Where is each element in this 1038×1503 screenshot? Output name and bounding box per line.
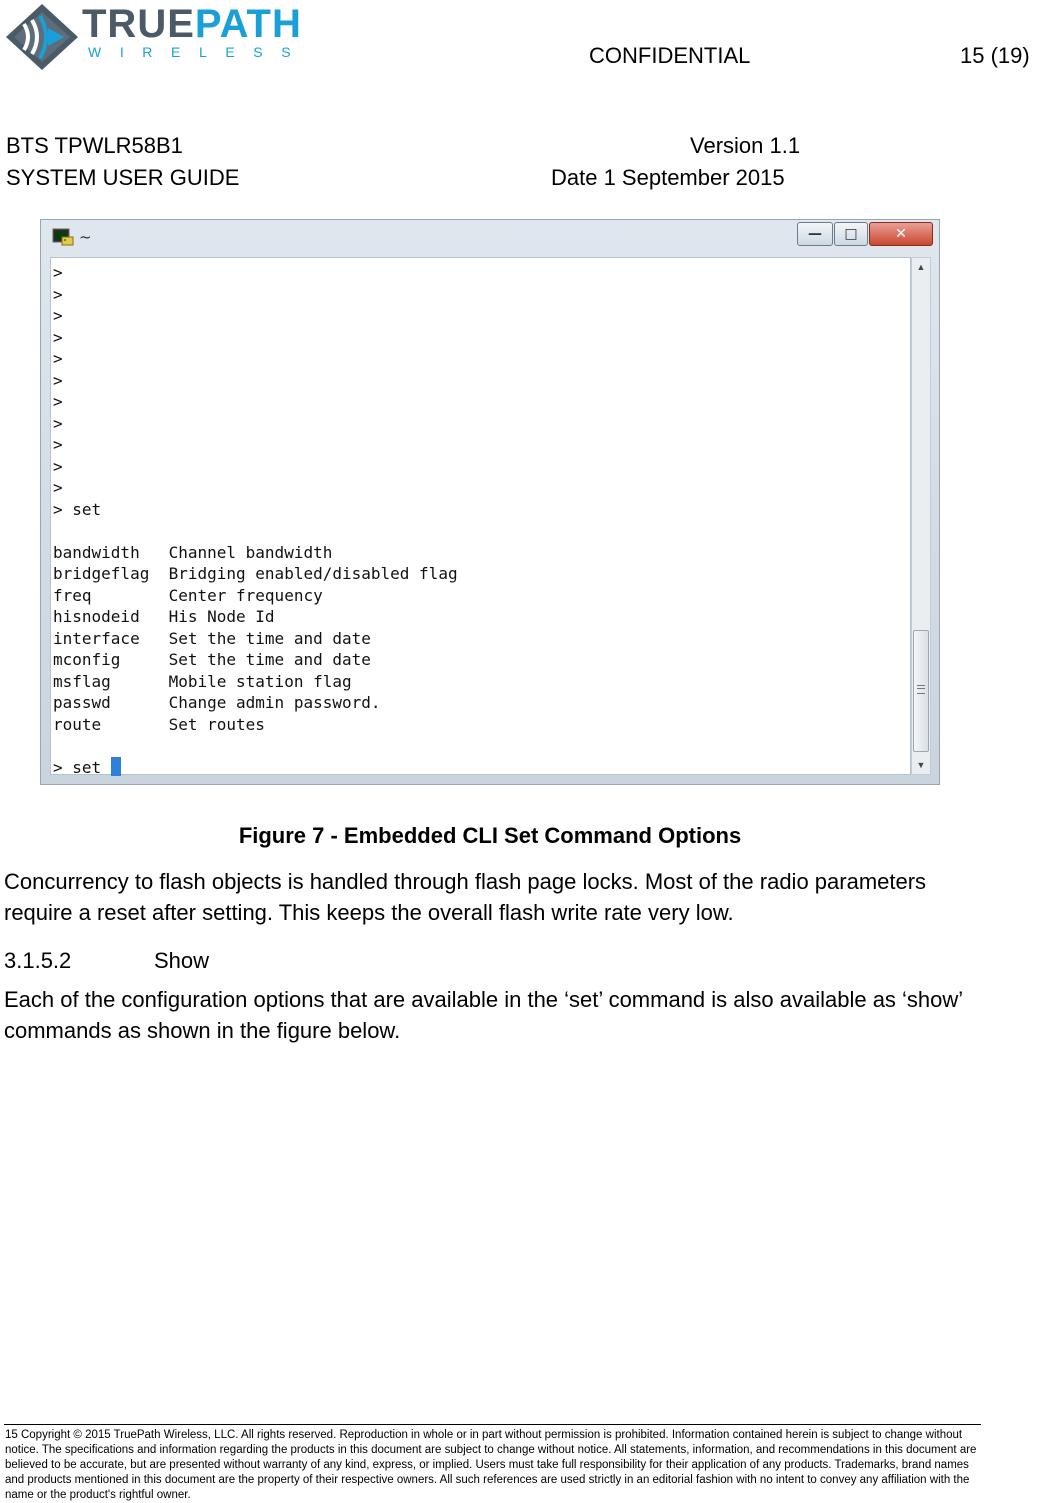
close-button[interactable]: ✕ <box>869 222 933 246</box>
text-cursor <box>111 757 121 776</box>
terminal-line: > <box>53 349 63 368</box>
terminal-line: > <box>53 263 63 282</box>
paragraph-flash-locks: Concurrency to flash objects is handled through flash page locks. Most of the radio parameters require a reset after setting. This keeps the overall flash write rate very low. <box>4 869 927 925</box>
terminal-line: mconfig Set the time and date <box>53 650 371 669</box>
document-date: Date 1 September 2015 <box>551 165 785 190</box>
terminal-title: ~ <box>79 228 92 246</box>
paragraph-show-commands: Each of the configuration options that are available in the ‘set’ command is also available as ‘show’ commands as shown in the figure below. <box>4 987 963 1043</box>
terminal-line: freq Center frequency <box>53 585 323 605</box>
confidential-label: CONFIDENTIAL <box>589 43 751 68</box>
terminal-line: bridgeflag Bridging enabled/disabled flag <box>53 564 458 583</box>
terminal-line <box>53 520 458 542</box>
footer-divider <box>4 1424 981 1425</box>
terminal-titlebar <box>41 220 939 254</box>
minimize-button[interactable]: — <box>797 222 833 246</box>
terminal-app-icon <box>52 227 74 247</box>
scrollbar-thumb[interactable] <box>913 630 929 752</box>
terminal-prompt: > set <box>53 757 111 777</box>
logo-wordmark: TRUEPATH <box>82 2 302 46</box>
terminal-line: > <box>53 327 63 347</box>
terminal-line: > <box>53 478 63 497</box>
terminal-lines <box>53 262 458 778</box>
section-title: Show <box>154 948 210 973</box>
footer-copyright: 15 Copyright © 2015 TruePath Wireless, LLC. All rights reserved. Reproduction in whole or in part without permission is prohibited. Information contained herein is subject to change without notice. The specifications and information regarding the products in this document are subject to change without notice. All statements, information, and recommendations in this document are believed to be accurate, but are presented without warranty of any kind, express, or implied. Users must take full responsibility for their application of any products. Trademarks, brand names and products mentioned in this document are the property of their respective owners. All such references are used strictly in an editorial fashion with no intent to convey any affiliation with the name or the product's rightful owner. <box>5 1429 977 1501</box>
terminal-line: > set <box>53 499 102 519</box>
truepath-logo-icon <box>4 2 80 72</box>
scroll-up-icon[interactable]: ▲ <box>916 262 926 272</box>
terminal-line: > <box>53 306 63 325</box>
terminal-line: hisnodeid His Node Id <box>53 607 275 626</box>
figure-caption: Figure 7 - Embedded CLI Set Command Options <box>238 823 742 848</box>
terminal-line: msflag Mobile station flag <box>53 671 352 691</box>
maximize-button[interactable]: □ <box>834 222 868 246</box>
terminal-window <box>40 219 940 785</box>
terminal-line: passwd Change admin password. <box>53 693 381 712</box>
document-title: SYSTEM USER GUIDE <box>6 165 240 190</box>
page-number: 15 (19) <box>960 43 1030 68</box>
logo-subtitle: WIRELESS <box>88 44 310 60</box>
terminal-line: > <box>53 284 63 304</box>
terminal-line: > <box>53 370 63 390</box>
terminal-line: bandwidth Channel bandwidth <box>53 542 333 562</box>
terminal-line: > <box>53 392 63 411</box>
terminal-scrollbar[interactable] <box>911 257 931 775</box>
company-logo <box>4 0 364 74</box>
terminal-line: > <box>53 456 63 476</box>
document-version: Version 1.1 <box>690 133 801 158</box>
scroll-down-icon[interactable]: ▼ <box>916 760 926 770</box>
terminal-line: > <box>53 435 63 454</box>
section-number: 3.1.5.2 <box>4 948 72 973</box>
terminal-output[interactable] <box>50 257 911 775</box>
terminal-line: interface Set the time and date <box>53 628 371 648</box>
terminal-line <box>53 735 458 757</box>
grip-icon <box>917 685 925 694</box>
terminal-prompt-line <box>53 757 458 779</box>
terminal-line: route Set routes <box>53 714 265 734</box>
terminal-line: > <box>53 413 63 433</box>
document-id: BTS TPWLR58B1 <box>6 133 183 158</box>
